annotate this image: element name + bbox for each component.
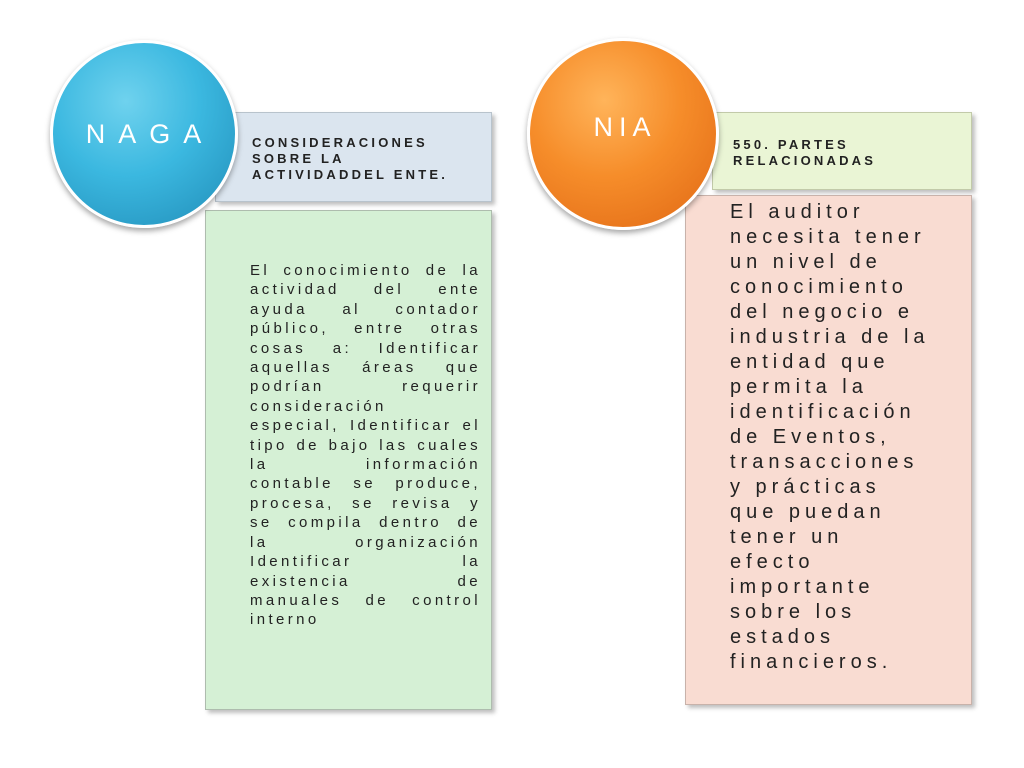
nia-body-line: del negocio e [730, 301, 914, 323]
nia-body-line: de Eventos, [730, 426, 891, 448]
naga-circle-label: NAGA [85, 118, 215, 149]
nia-body-line: tener un [730, 526, 844, 548]
nia-body-line: permita la [730, 376, 868, 398]
nia-body-line: conocimiento [730, 276, 908, 298]
nia-header-text: 550. PARTES RELACIONADAS [733, 137, 877, 168]
nia-body-line: importante [730, 576, 875, 598]
nia-body-line: financieros. [730, 651, 893, 673]
nia-circle-label: NIA [593, 111, 657, 142]
naga-header-box [215, 112, 492, 202]
nia-body-line: industria de la [730, 326, 930, 348]
nia-body-box [685, 195, 972, 705]
nia-body-line: El auditor [730, 201, 865, 223]
nia-circle [527, 38, 719, 230]
nia-body-line: que puedan [730, 501, 886, 523]
nia-body-line: entidad que [730, 351, 890, 373]
nia-body-line: estados [730, 626, 836, 648]
naga-body-box [205, 210, 492, 710]
naga-circle [50, 40, 238, 228]
nia-body-line: necesita tener [730, 226, 926, 248]
nia-header-box [712, 112, 972, 190]
nia-body-line: un nivel de [730, 251, 882, 273]
nia-body-line: y prácticas [730, 476, 881, 498]
naga-body-text: El conocimiento de la actividad del ente ayuda al contador público, entre otras cosas a: Identificar aquellas áreas que podrían requerir consideración especial, Identificar el tipo de bajo las cuales la información contable se produce, procesa, se revisa y se compila dentro de la organización Identificar la existencia de manuales de control interno [250, 262, 481, 629]
nia-body-line: efecto [730, 551, 815, 573]
nia-body-line: identificación [730, 401, 916, 423]
nia-body-line: sobre los [730, 601, 857, 623]
naga-header-text: CONSIDERACIONES SOBRE LA ACTIVIDADDEL ENTE. [252, 135, 449, 182]
nia-body-line: transacciones [730, 451, 919, 473]
